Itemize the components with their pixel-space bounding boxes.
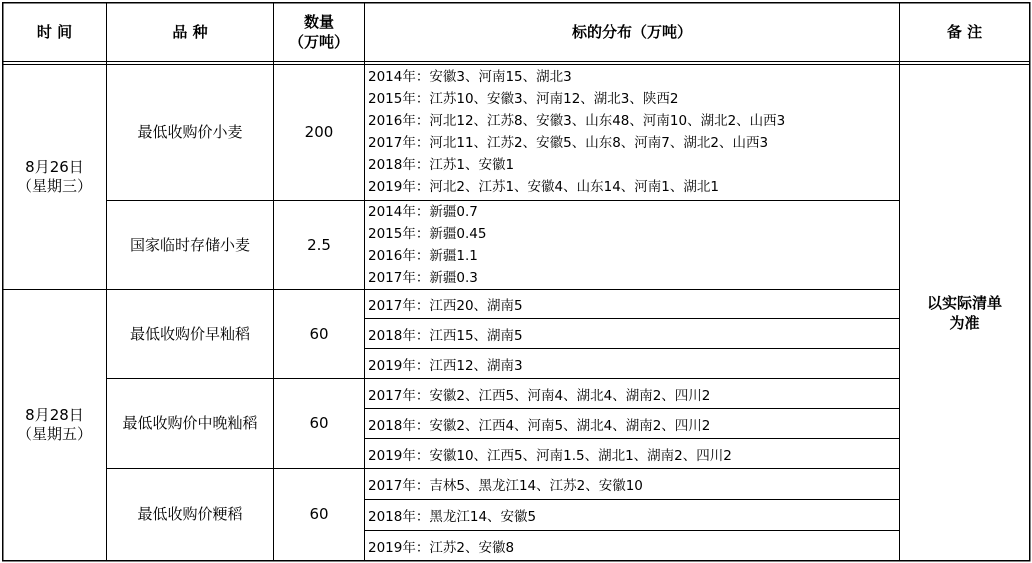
quantity-cell bbox=[274, 469, 364, 560]
header-variety bbox=[107, 3, 273, 61]
distribution-line: 2019年：江西12、湖南3 bbox=[368, 357, 523, 374]
distribution-line: 2014年：新疆0.7 bbox=[368, 204, 478, 220]
header-time bbox=[3, 3, 106, 61]
variety-cell bbox=[107, 469, 273, 560]
weekday-label: （星期三） bbox=[16, 177, 92, 195]
header-time-label: 时 间 bbox=[36, 23, 73, 41]
distribution-line: 2015年：江苏10、安徽3、河南12、湖北3、陕西2 bbox=[368, 91, 679, 107]
distribution-line: 2018年：黑龙江14、安徽5 bbox=[368, 509, 537, 525]
variety-label: 国家临时存储小麦 bbox=[129, 235, 250, 254]
distribution-line: 2017年：新疆0.3 bbox=[368, 270, 478, 286]
quantity-cell bbox=[274, 379, 364, 468]
distribution-line: 2014年：安徽3、河南15、湖北3 bbox=[368, 69, 572, 85]
note-line2: 为准 bbox=[949, 313, 980, 332]
distribution-line: 2018年：安徽2、江西4、河南5、湖北4、湖南2、四川2 bbox=[368, 417, 711, 434]
distribution-line: 2016年：河北12、江苏8、安徽3、山东48、河南10、湖北2、山西3 bbox=[368, 113, 786, 129]
quantity-value: 60 bbox=[309, 414, 329, 432]
header-quantity-line2: （万吨） bbox=[288, 33, 349, 51]
header-variety-label: 品 种 bbox=[172, 23, 208, 41]
quantity-cell bbox=[274, 290, 364, 378]
variety-cell bbox=[107, 379, 273, 468]
note-cell bbox=[900, 65, 1029, 560]
date-group-2 bbox=[3, 290, 106, 560]
header-distribution bbox=[365, 3, 899, 61]
distribution-line: 2016年：新疆1.1 bbox=[368, 248, 478, 264]
distribution-line: 2017年：吉林5、黑龙江14、江苏2、安徽10 bbox=[368, 478, 643, 494]
header-note bbox=[900, 3, 1029, 61]
variety-cell bbox=[107, 65, 273, 200]
quantity-cell bbox=[274, 65, 364, 200]
variety-label: 最低收购价中晚籼稻 bbox=[122, 414, 258, 432]
distribution-list bbox=[368, 201, 898, 289]
distribution-line: 2017年：江西20、湖南5 bbox=[368, 298, 523, 314]
quantity-cell bbox=[274, 201, 364, 289]
distribution-line: 2018年：江苏1、安徽1 bbox=[368, 157, 515, 173]
distribution-line: 2019年：安徽10、江西5、河南1.5、湖北1、湖南2、四川2 bbox=[368, 447, 732, 464]
variety-label: 最低收购价小麦 bbox=[137, 123, 243, 141]
weekday-label: （星期五） bbox=[16, 425, 92, 443]
variety-cell bbox=[107, 201, 273, 289]
distribution-list bbox=[368, 66, 898, 198]
distribution-line: 2017年：河北11、江苏2、安徽5、山东8、河南7、湖北2、山西3 bbox=[368, 135, 769, 151]
variety-cell bbox=[107, 290, 273, 378]
quantity-value: 2.5 bbox=[307, 235, 331, 254]
date-label: 8月26日 bbox=[25, 158, 84, 176]
distribution-line: 2018年：江西15、湖南5 bbox=[368, 327, 523, 344]
distribution-line: 2019年：江苏2、安徽8 bbox=[368, 539, 515, 556]
distribution-line: 2015年：新疆0.45 bbox=[368, 226, 487, 242]
variety-label: 最低收购价早籼稻 bbox=[129, 324, 250, 343]
header-quantity bbox=[274, 3, 364, 61]
distribution-line: 2019年：河北2、江苏1、安徽4、山东14、河南1、湖北1 bbox=[368, 179, 719, 195]
header-quantity-line1: 数量 bbox=[303, 13, 334, 31]
date-group-1 bbox=[3, 65, 106, 289]
quantity-value: 60 bbox=[309, 324, 329, 343]
note-line1: 以实际清单 bbox=[926, 293, 1002, 312]
quantity-value: 60 bbox=[309, 505, 329, 523]
variety-label: 最低收购价粳稻 bbox=[137, 505, 243, 523]
header-note-label: 备 注 bbox=[946, 23, 983, 41]
distribution-line: 2017年：安徽2、江西5、河南4、湖北4、湖南2、四川2 bbox=[368, 387, 711, 404]
quantity-value: 200 bbox=[304, 123, 334, 141]
date-label: 8月28日 bbox=[25, 406, 84, 424]
header-distribution-label: 标的分布（万吨） bbox=[571, 23, 692, 41]
